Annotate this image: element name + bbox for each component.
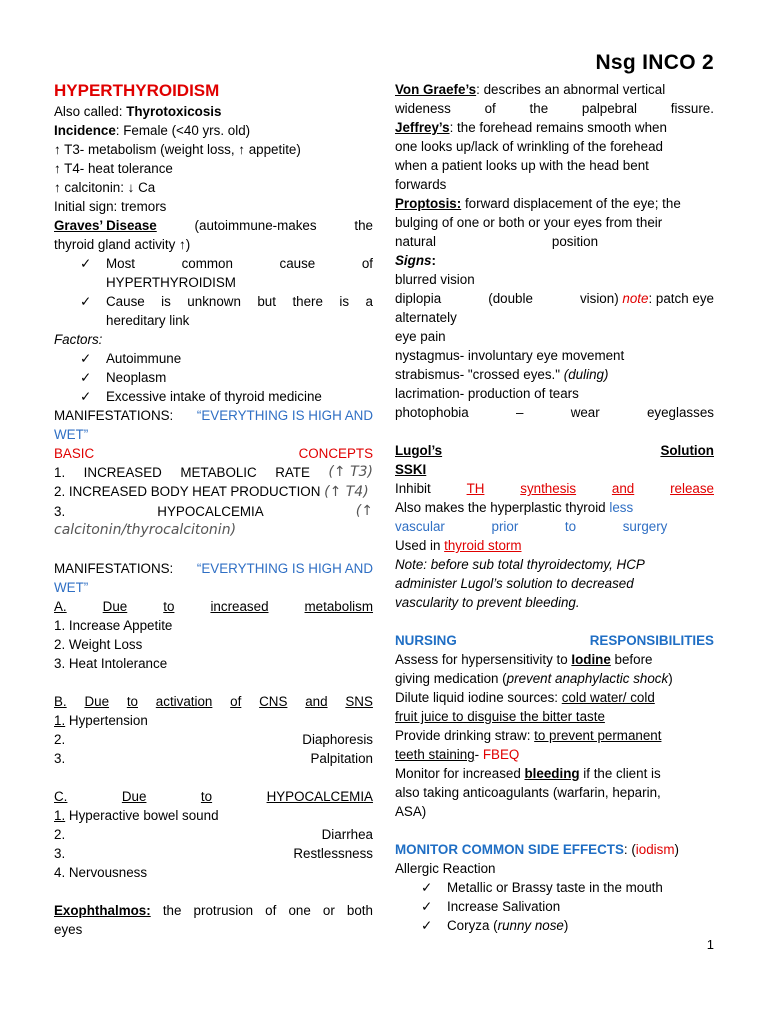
section-a-heading: A. Due to increased metabolism (54, 599, 373, 614)
check-icon: ✓ (421, 918, 433, 933)
list-item: 1. Increase Appetite (54, 618, 173, 633)
check-icon: ✓ (421, 880, 433, 895)
list-item: 2. Weight Loss (54, 637, 143, 652)
section-c-heading: C. Due to HYPOCALCEMIA (54, 789, 373, 804)
check-icon: ✓ (80, 294, 92, 309)
factors-label: Factors: (54, 332, 103, 347)
graves-item: ✓ Cause is unknown but there is a (54, 292, 373, 311)
page-number: 1 (706, 937, 714, 952)
concept-2: 2. INCREASED BODY HEAT PRODUCTION (↑ T4) (54, 484, 369, 500)
concept-3-cont: calcitonin/thyrocalcitonin) (54, 522, 237, 538)
note-line-2: administer Lugol’s solution to decreased (395, 576, 634, 591)
hyperplastic-line: Also makes the hyperplastic thyroid less (395, 500, 634, 515)
check-icon: ✓ (80, 389, 92, 404)
sign-item: blurred vision (395, 272, 475, 287)
check-icon: ✓ (421, 899, 433, 914)
manifestations-line-2: WET” (54, 427, 89, 442)
signs-label: Signs: (395, 253, 436, 268)
also-called-line: Also called: Thyrotoxicosis (54, 104, 222, 119)
side-effects-heading: MONITOR COMMON SIDE EFFECTS: (iodism) (395, 842, 679, 857)
graves-item-cont: HYPERTHYROIDISM (106, 275, 236, 290)
monitor-line: Monitor for increased bleeding if the client is (395, 766, 661, 781)
proptosis-line-2: bulging of one or both or your eyes from their (395, 215, 663, 230)
nursing-heading: NURSING RESPONSIBILITIES (395, 633, 714, 648)
sign-item: diplopia (double vision) note: patch eye (395, 291, 714, 306)
list-item: 2. Diaphoresis (54, 732, 373, 747)
used-in-line: Used in thyroid storm (395, 538, 522, 553)
initial-sign-line: Initial sign: tremors (54, 199, 167, 214)
section-title: HYPERTHYROIDISM (54, 81, 220, 100)
list-item: 2. Diarrhea (54, 827, 373, 842)
sign-item-cont: alternately (395, 310, 457, 325)
straw-line: Provide drinking straw: to prevent permanent (395, 728, 662, 743)
manifestations-line: MANIFESTATIONS: “EVERYTHING IS HIGH AND (54, 408, 373, 423)
inhibit-line: Inhibit TH synthesis and release (395, 481, 714, 496)
list-item: 3. Palpitation (54, 751, 373, 766)
sign-item: nystagmus- involuntary eye movement (395, 348, 625, 363)
note-line: Note: before sub total thyroidectomy, HCP (395, 557, 645, 572)
sign-item: photophobia – wear eyeglasses (395, 405, 714, 420)
list-item: 1. Hypertension (54, 713, 148, 728)
check-icon: ✓ (80, 370, 92, 385)
hyperplastic-line-2: vascular prior to surgery (395, 519, 668, 534)
concept-1: 1. INCREASED METABOLIC RATE (↑ T3) (54, 464, 373, 480)
factor-item: ✓ Autoimmune (54, 349, 373, 368)
left-column (54, 80, 373, 939)
assess-line: Assess for hypersensitivity to Iodine before (395, 652, 653, 667)
list-item: 3. Heat Intolerance (54, 656, 168, 671)
manifestations-line-2: WET” (54, 580, 89, 595)
exophthalmos-line: Exophthalmos: the protrusion of one or both (54, 903, 373, 918)
jeffrey-line: Jeffrey’s: the forehead remains smooth when (395, 120, 667, 135)
check-icon: ✓ (80, 351, 92, 366)
side-effect-item: ✓ Increase Salivation (395, 897, 714, 916)
list-item: 1. Hyperactive bowel sound (54, 808, 219, 823)
von-graefe-line: Von Graefe’s: describes an abnormal vertical (395, 82, 666, 97)
t3-line: ↑ T3- metabolism (weight loss, ↑ appetite) (54, 142, 301, 157)
exophthalmos-line-2: eyes (54, 922, 83, 937)
graves-line-2: thyroid gland activity ↑) (54, 237, 191, 252)
sign-item: eye pain (395, 329, 446, 344)
list-item: 3. Restlessness (54, 846, 373, 861)
monitor-line-2: also taking anticoagulants (warfarin, heparin, (395, 785, 661, 800)
side-effect-item: ✓ Metallic or Brassy taste in the mouth (395, 878, 714, 897)
allergic-label: Allergic Reaction (395, 861, 496, 876)
page-header: Nsg INCO 2 (595, 51, 714, 74)
factor-item: ✓ Excessive intake of thyroid medicine (54, 387, 373, 406)
calcitonin-line: ↑ calcitonin: ↓ Ca (54, 180, 156, 195)
jeffrey-line-2: one looks up/lack of wrinkling of the forehead (395, 139, 663, 154)
side-effect-item: ✓ Coryza (runny nose) (395, 916, 714, 935)
graves-line: Graves’ Disease (autoimmune-makes the (54, 218, 373, 233)
incidence-line: Incidence: Female (<40 yrs. old) (54, 123, 251, 138)
dilute-line: Dilute liquid iodine sources: cold water/ cold (395, 690, 655, 705)
sign-item: strabismus- "crossed eyes." (duling) (395, 367, 609, 382)
note-line-3: vascularity to prevent bleeding. (395, 595, 580, 610)
right-column (395, 80, 714, 935)
von-graefe-line-2: wideness of the palpebral fissure. (395, 101, 714, 116)
manifestations-line: MANIFESTATIONS: “EVERYTHING IS HIGH AND (54, 561, 373, 576)
lugol-heading: Lugol’s Solution (395, 443, 714, 458)
jeffrey-line-3: when a patient looks up with the head bent (395, 158, 649, 173)
concept-3: 3. HYPOCALCEMIA (↑ (54, 503, 373, 519)
graves-item: ✓ Most common cause of (54, 254, 373, 273)
section-b-heading: B. Due to activation of CNS and SNS (54, 694, 373, 709)
dilute-line-2: fruit juice to disguise the bitter taste (395, 709, 605, 724)
proptosis-line-3: natural position (395, 234, 599, 249)
factor-item: ✓ Neoplasm (54, 368, 373, 387)
sign-item: lacrimation- production of tears (395, 386, 579, 401)
straw-line-2: teeth staining- FBEQ (395, 747, 520, 762)
proptosis-line: Proptosis: forward displacement of the eye; the (395, 196, 681, 211)
check-icon: ✓ (80, 256, 92, 271)
t4-line: ↑ T4- heat tolerance (54, 161, 173, 176)
basic-concepts-heading: BASIC CONCEPTS (54, 446, 373, 461)
monitor-line-3: ASA) (395, 804, 427, 819)
graves-item-cont: hereditary link (106, 313, 190, 328)
sski-heading: SSKI (395, 462, 427, 477)
list-item: 4. Nervousness (54, 865, 148, 880)
jeffrey-line-4: forwards (395, 177, 447, 192)
assess-line-2: giving medication (prevent anaphylactic shock) (395, 671, 673, 686)
